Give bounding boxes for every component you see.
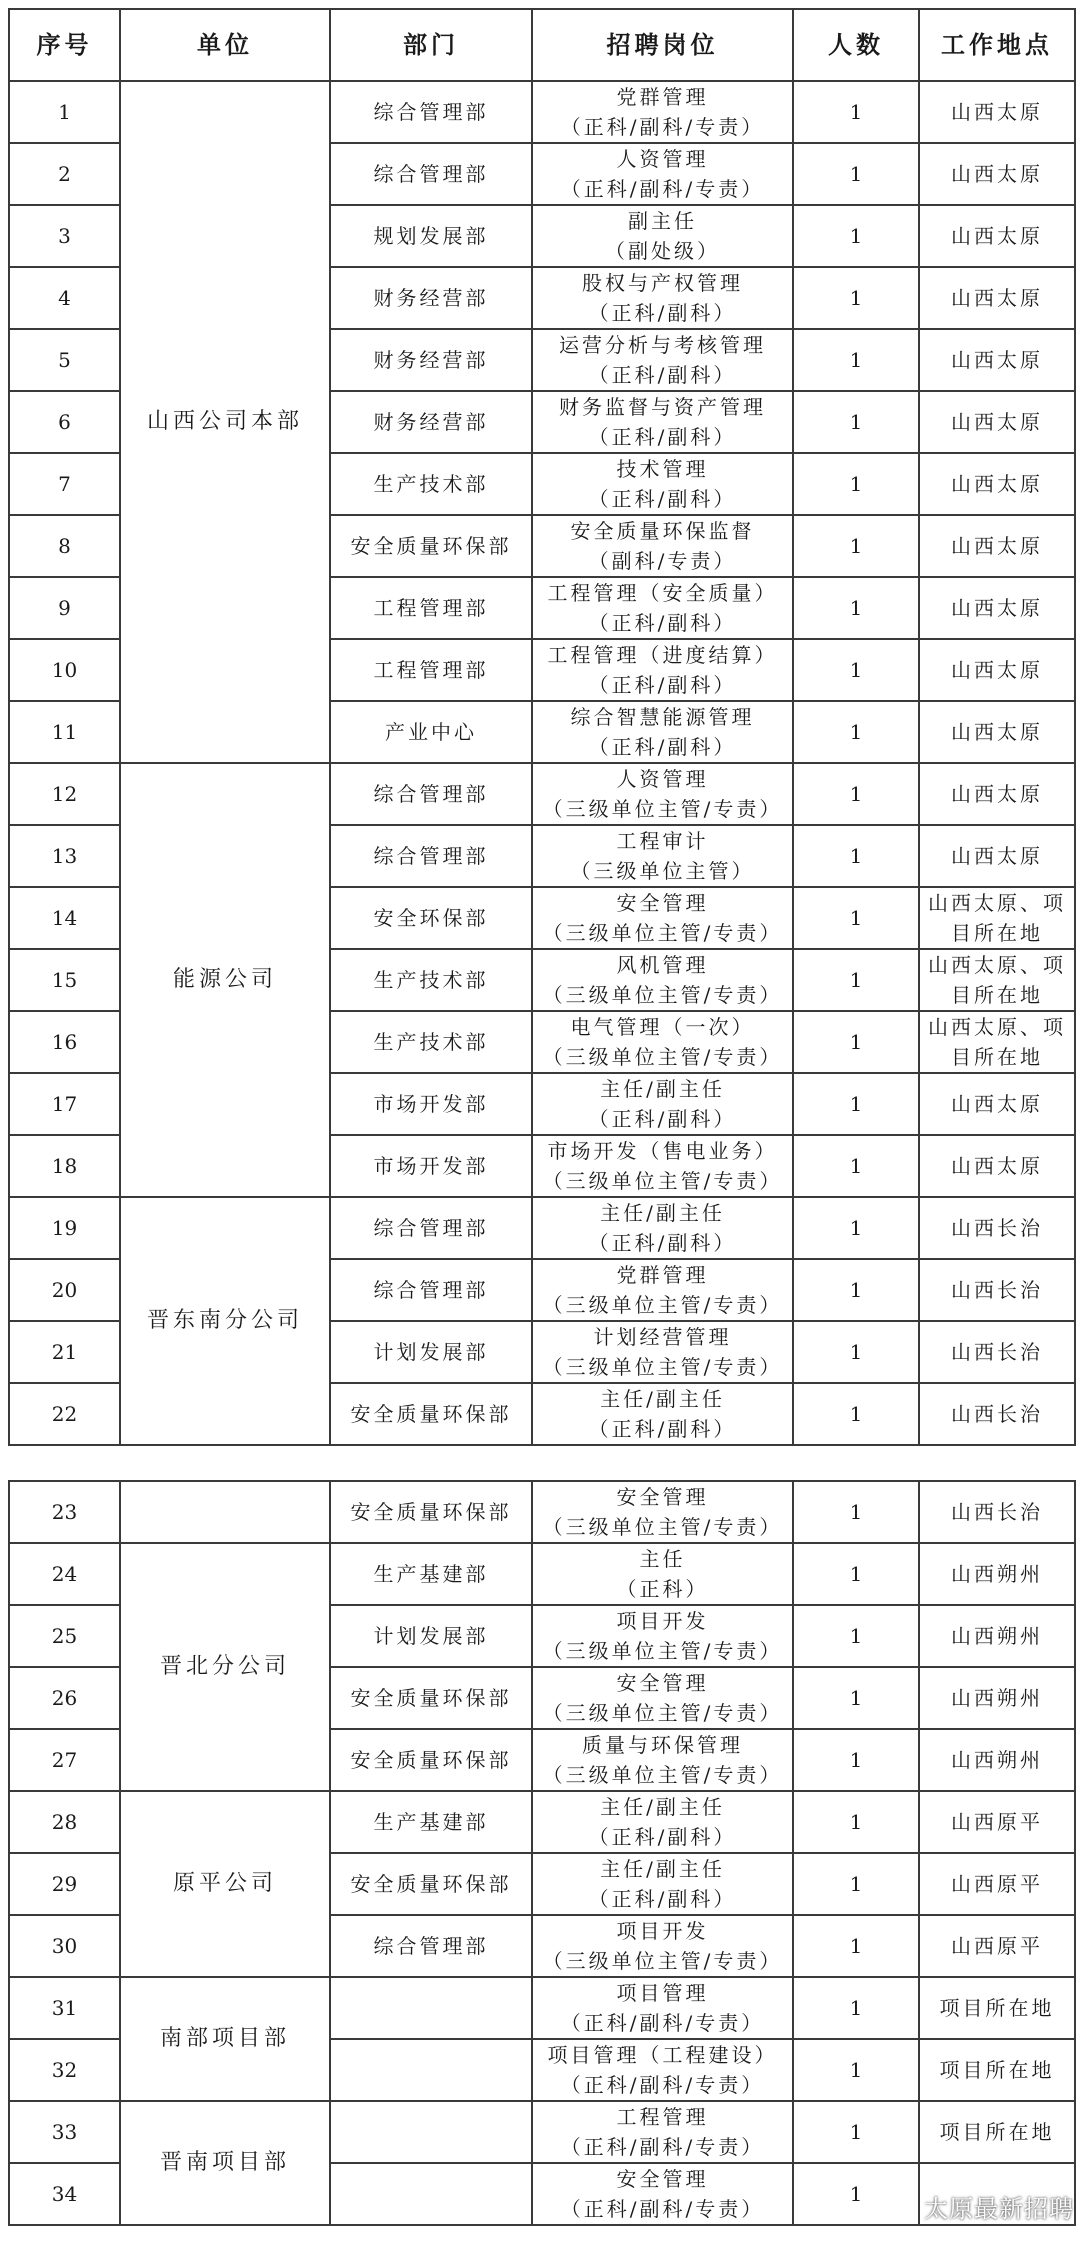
- cell-count: 1: [793, 1383, 919, 1445]
- position-level: （正科/副科）: [588, 425, 737, 449]
- cell-position: [532, 1605, 793, 1667]
- cell-department: 财务经营部: [330, 267, 532, 329]
- cell-department: 财务经营部: [330, 391, 532, 453]
- header-department: 部门: [330, 9, 532, 81]
- cell-department: 计划发展部: [330, 1605, 532, 1667]
- cell-seq: 1: [9, 81, 120, 143]
- cell-department: 生产技术部: [330, 453, 532, 515]
- position-level: （正科/副科）: [588, 1231, 737, 1255]
- cell-count: 1: [793, 1259, 919, 1321]
- position-title: 主任: [639, 1547, 686, 1571]
- cell-department: 生产技术部: [330, 949, 532, 1011]
- cell-seq: 27: [9, 1729, 120, 1791]
- position-level: （正科/副科）: [588, 1107, 737, 1131]
- table-row: [9, 2101, 1075, 2163]
- cell-count: 1: [793, 1977, 919, 2039]
- position-level: （正科/副科/专责）: [560, 2073, 765, 2097]
- cell-location: 山西太原、项目所在地: [919, 887, 1075, 949]
- cell-department: 工程管理部: [330, 577, 532, 639]
- cell-count: 1: [793, 515, 919, 577]
- position-level: （三级单位主管/专责）: [542, 1045, 783, 1069]
- cell-department: 安全质量环保部: [330, 1729, 532, 1791]
- cell-seq: 9: [9, 577, 120, 639]
- cell-location: 山西太原: [919, 453, 1075, 515]
- cell-seq: 14: [9, 887, 120, 949]
- cell-count: 1: [793, 2039, 919, 2101]
- cell-count: 1: [793, 1135, 919, 1197]
- cell-count: 1: [793, 763, 919, 825]
- cell-count: 1: [793, 329, 919, 391]
- position-level: （三级单位主管/专责）: [542, 1169, 783, 1193]
- table-header-row: [9, 9, 1075, 81]
- cell-seq: 30: [9, 1915, 120, 1977]
- position-level: （三级单位主管/专责）: [542, 797, 783, 821]
- cell-seq: 24: [9, 1543, 120, 1605]
- cell-seq: 16: [9, 1011, 120, 1073]
- cell-position: [532, 1853, 793, 1915]
- cell-position: [532, 1011, 793, 1073]
- cell-count: 1: [793, 2163, 919, 2225]
- position-title: 市场开发（售电业务）: [547, 1139, 778, 1163]
- recruitment-table-part-2: [8, 1480, 1076, 2226]
- cell-location: 山西太原: [919, 1135, 1075, 1197]
- cell-count: 1: [793, 205, 919, 267]
- table-row: [9, 763, 1075, 825]
- cell-position: [532, 1383, 793, 1445]
- cell-location: 山西长治: [919, 1383, 1075, 1445]
- cell-department: [330, 2163, 532, 2225]
- position-title: 主任/副主任: [600, 1857, 725, 1881]
- cell-position: [532, 1791, 793, 1853]
- header-position: 招聘岗位: [532, 9, 793, 81]
- cell-unit: 晋南项目部: [120, 2101, 330, 2225]
- cell-seq: 10: [9, 639, 120, 701]
- cell-position: [532, 81, 793, 143]
- cell-position: [532, 577, 793, 639]
- cell-unit: 晋北分公司: [120, 1543, 330, 1791]
- position-title: 主任/副主任: [600, 1387, 725, 1411]
- position-title: 工程管理: [616, 2105, 709, 2129]
- cell-department: 财务经营部: [330, 329, 532, 391]
- cell-position: [532, 143, 793, 205]
- cell-department: [330, 2039, 532, 2101]
- cell-position: [532, 949, 793, 1011]
- cell-position: [532, 391, 793, 453]
- position-level: （正科/副科）: [588, 363, 737, 387]
- table-body-1: [9, 81, 1075, 1445]
- cell-department: 安全质量环保部: [330, 1383, 532, 1445]
- position-title: 质量与环保管理: [582, 1733, 743, 1757]
- cell-position: [532, 205, 793, 267]
- cell-seq: 20: [9, 1259, 120, 1321]
- cell-seq: 22: [9, 1383, 120, 1445]
- position-level: （副科/专责）: [588, 549, 737, 573]
- cell-count: 1: [793, 391, 919, 453]
- cell-location: 山西长治: [919, 1321, 1075, 1383]
- cell-department: 市场开发部: [330, 1073, 532, 1135]
- cell-position: [532, 2101, 793, 2163]
- position-title: 人资管理: [616, 767, 709, 791]
- position-title: 副主任: [628, 209, 697, 233]
- cell-position: [532, 1729, 793, 1791]
- cell-position: [532, 453, 793, 515]
- cell-department: 工程管理部: [330, 639, 532, 701]
- cell-seq: 2: [9, 143, 120, 205]
- position-level: （三级单位主管/专责）: [542, 921, 783, 945]
- cell-seq: 13: [9, 825, 120, 887]
- cell-count: 1: [793, 1073, 919, 1135]
- cell-location: 山西太原: [919, 267, 1075, 329]
- position-level: （正科/副科/专责）: [560, 177, 765, 201]
- cell-department: 综合管理部: [330, 1915, 532, 1977]
- cell-location: 项目所在地: [919, 2039, 1075, 2101]
- cell-department: 生产基建部: [330, 1791, 532, 1853]
- cell-location: 山西太原: [919, 143, 1075, 205]
- position-title: 主任/副主任: [600, 1201, 725, 1225]
- position-level: （正科/副科）: [588, 1887, 737, 1911]
- cell-location: 山西太原: [919, 763, 1075, 825]
- cell-position: [532, 1667, 793, 1729]
- watermark: [888, 2191, 1074, 2221]
- cell-seq: 32: [9, 2039, 120, 2101]
- cell-location: 山西长治: [919, 1259, 1075, 1321]
- cell-position: [532, 329, 793, 391]
- cell-position: [532, 1135, 793, 1197]
- position-title: 电气管理（一次）: [570, 1015, 755, 1039]
- position-title: 安全管理: [616, 1485, 709, 1509]
- position-title: 股权与产权管理: [582, 271, 743, 295]
- cell-seq: 15: [9, 949, 120, 1011]
- cell-count: 1: [793, 887, 919, 949]
- cell-seq: 17: [9, 1073, 120, 1135]
- cell-count: 1: [793, 1605, 919, 1667]
- position-title: 技术管理: [616, 457, 709, 481]
- cell-count: 1: [793, 1481, 919, 1543]
- cell-department: 产业中心: [330, 701, 532, 763]
- cell-department: 安全质量环保部: [330, 1481, 532, 1543]
- cell-seq: 34: [9, 2163, 120, 2225]
- cell-location: 山西朔州: [919, 1543, 1075, 1605]
- cell-count: 1: [793, 1915, 919, 1977]
- cell-location: 山西朔州: [919, 1667, 1075, 1729]
- cell-department: 综合管理部: [330, 1197, 532, 1259]
- position-level: （正科/副科）: [588, 301, 737, 325]
- cell-unit: 原平公司: [120, 1791, 330, 1977]
- cell-count: 1: [793, 701, 919, 763]
- cell-seq: 18: [9, 1135, 120, 1197]
- cell-department: 生产技术部: [330, 1011, 532, 1073]
- cell-seq: 5: [9, 329, 120, 391]
- cell-seq: 8: [9, 515, 120, 577]
- position-level: （三级单位主管/专责）: [542, 1515, 783, 1539]
- cell-location: 山西太原: [919, 515, 1075, 577]
- cell-seq: 25: [9, 1605, 120, 1667]
- cell-location: 山西太原: [919, 701, 1075, 763]
- position-level: （正科/副科/专责）: [560, 115, 765, 139]
- position-title: 工程管理（进度结算）: [547, 643, 778, 667]
- cell-count: 1: [793, 577, 919, 639]
- cell-count: 1: [793, 1729, 919, 1791]
- table-row: [9, 1791, 1075, 1853]
- cell-count: 1: [793, 267, 919, 329]
- cell-department: 安全质量环保部: [330, 1667, 532, 1729]
- position-title: 安全管理: [616, 891, 709, 915]
- cell-location: 项目所在地: [919, 1977, 1075, 2039]
- cell-count: 1: [793, 1543, 919, 1605]
- cell-location: 山西原平: [919, 1791, 1075, 1853]
- position-title: 安全管理: [616, 1671, 709, 1695]
- header-count: 人数: [793, 9, 919, 81]
- header-seq: 序号: [9, 9, 120, 81]
- cell-count: 1: [793, 1011, 919, 1073]
- cell-department: 综合管理部: [330, 143, 532, 205]
- header-location: 工作地点: [919, 9, 1075, 81]
- position-level: （正科/副科）: [588, 1417, 737, 1441]
- cell-seq: 11: [9, 701, 120, 763]
- cell-position: [532, 887, 793, 949]
- position-level: （三级单位主管）: [570, 859, 755, 883]
- cell-position: [532, 639, 793, 701]
- cell-count: 1: [793, 639, 919, 701]
- cell-department: 综合管理部: [330, 763, 532, 825]
- cell-count: 1: [793, 453, 919, 515]
- cell-seq: 29: [9, 1853, 120, 1915]
- wechat-icon: [888, 2193, 918, 2219]
- cell-count: 1: [793, 1667, 919, 1729]
- position-level: （正科/副科）: [588, 487, 737, 511]
- cell-position: [532, 1259, 793, 1321]
- cell-department: 市场开发部: [330, 1135, 532, 1197]
- position-title: 运营分析与考核管理: [559, 333, 766, 357]
- cell-count: 1: [793, 1321, 919, 1383]
- cell-location: 山西朔州: [919, 1605, 1075, 1667]
- position-level: （三级单位主管/专责）: [542, 983, 783, 1007]
- position-level: （正科/副科）: [588, 611, 737, 635]
- cell-department: 规划发展部: [330, 205, 532, 267]
- table-row: [9, 1977, 1075, 2039]
- header-unit: 单位: [120, 9, 330, 81]
- cell-unit: [120, 1481, 330, 1543]
- position-level: （正科/副科）: [588, 673, 737, 697]
- table-row: [9, 1197, 1075, 1259]
- cell-position: [532, 763, 793, 825]
- position-title: 项目开发: [616, 1609, 709, 1633]
- cell-seq: 33: [9, 2101, 120, 2163]
- cell-count: 1: [793, 825, 919, 887]
- position-title: 工程管理（安全质量）: [547, 581, 778, 605]
- cell-location: 山西太原: [919, 391, 1075, 453]
- cell-unit: 能源公司: [120, 763, 330, 1197]
- position-level: （正科/副科）: [588, 1825, 737, 1849]
- position-title: 安全管理: [616, 2167, 709, 2191]
- position-title: 党群管理: [616, 85, 709, 109]
- cell-location: 山西原平: [919, 1853, 1075, 1915]
- position-level: （正科/副科/专责）: [560, 2011, 765, 2035]
- cell-count: 1: [793, 1197, 919, 1259]
- cell-department: 安全质量环保部: [330, 1853, 532, 1915]
- cell-department: 安全质量环保部: [330, 515, 532, 577]
- position-title: 综合智慧能源管理: [570, 705, 755, 729]
- cell-position: [532, 1481, 793, 1543]
- cell-count: 1: [793, 1853, 919, 1915]
- cell-location: 山西太原: [919, 329, 1075, 391]
- cell-department: 安全环保部: [330, 887, 532, 949]
- position-level: （三级单位主管/专责）: [542, 1355, 783, 1379]
- cell-position: [532, 1915, 793, 1977]
- position-title: 人资管理: [616, 147, 709, 171]
- cell-location: 山西朔州: [919, 1729, 1075, 1791]
- cell-seq: 4: [9, 267, 120, 329]
- cell-position: [532, 1977, 793, 2039]
- cell-position: [532, 2039, 793, 2101]
- cell-department: 综合管理部: [330, 1259, 532, 1321]
- cell-location: 山西长治: [919, 1197, 1075, 1259]
- cell-unit: 晋东南分公司: [120, 1197, 330, 1445]
- table-row: [9, 1543, 1075, 1605]
- cell-position: [532, 1073, 793, 1135]
- position-level: （三级单位主管/专责）: [542, 1639, 783, 1663]
- cell-count: 1: [793, 949, 919, 1011]
- position-title: 主任/副主任: [600, 1077, 725, 1101]
- cell-location: 山西太原: [919, 205, 1075, 267]
- position-level: （正科/副科/专责）: [560, 2135, 765, 2159]
- cell-unit: 山西公司本部: [120, 81, 330, 763]
- cell-location: 山西太原: [919, 577, 1075, 639]
- cell-position: [532, 2163, 793, 2225]
- cell-position: [532, 825, 793, 887]
- cell-seq: 12: [9, 763, 120, 825]
- cell-count: 1: [793, 143, 919, 205]
- position-title: 工程审计: [616, 829, 709, 853]
- cell-department: 生产基建部: [330, 1543, 532, 1605]
- cell-seq: 7: [9, 453, 120, 515]
- cell-position: [532, 1197, 793, 1259]
- cell-location: 山西太原: [919, 1073, 1075, 1135]
- cell-location: 山西长治: [919, 1481, 1075, 1543]
- cell-department: [330, 1977, 532, 2039]
- cell-count: 1: [793, 2101, 919, 2163]
- position-level: （正科）: [616, 1577, 709, 1601]
- cell-seq: 6: [9, 391, 120, 453]
- cell-seq: 23: [9, 1481, 120, 1543]
- cell-position: [532, 267, 793, 329]
- cell-location: 项目所在地: [919, 2101, 1075, 2163]
- cell-location: 山西太原: [919, 639, 1075, 701]
- position-title: 财务监督与资产管理: [559, 395, 766, 419]
- cell-department: 计划发展部: [330, 1321, 532, 1383]
- cell-seq: 28: [9, 1791, 120, 1853]
- cell-department: 综合管理部: [330, 81, 532, 143]
- recruitment-table-part-1: [8, 8, 1076, 1446]
- cell-position: [532, 515, 793, 577]
- cell-position: [532, 701, 793, 763]
- cell-seq: 26: [9, 1667, 120, 1729]
- position-level: （正科/副科）: [588, 735, 737, 759]
- position-title: 项目管理（工程建设）: [547, 2043, 778, 2067]
- cell-unit: 南部项目部: [120, 1977, 330, 2101]
- cell-location: 山西太原: [919, 825, 1075, 887]
- position-title: 主任/副主任: [600, 1795, 725, 1819]
- cell-location: 山西太原: [919, 81, 1075, 143]
- cell-position: [532, 1321, 793, 1383]
- cell-seq: 31: [9, 1977, 120, 2039]
- position-title: 项目开发: [616, 1919, 709, 1943]
- position-level: （三级单位主管/专责）: [542, 1763, 783, 1787]
- table-body-2: [9, 1481, 1075, 2225]
- table-row: [9, 81, 1075, 143]
- position-title: 计划经营管理: [593, 1325, 732, 1349]
- cell-count: 1: [793, 1791, 919, 1853]
- table-row: [9, 1481, 1075, 1543]
- position-level: （三级单位主管/专责）: [542, 1701, 783, 1725]
- cell-location: 山西太原、项目所在地: [919, 1011, 1075, 1073]
- cell-department: [330, 2101, 532, 2163]
- cell-seq: 3: [9, 205, 120, 267]
- position-level: （三级单位主管/专责）: [542, 1949, 783, 1973]
- position-level: （正科/副科/专责）: [560, 2197, 765, 2221]
- position-title: 党群管理: [616, 1263, 709, 1287]
- position-title: 项目管理: [616, 1981, 709, 2005]
- position-title: 安全质量环保监督: [570, 519, 755, 543]
- cell-department: 综合管理部: [330, 825, 532, 887]
- position-level: （三级单位主管/专责）: [542, 1293, 783, 1317]
- cell-seq: 19: [9, 1197, 120, 1259]
- position-title: 风机管理: [616, 953, 709, 977]
- watermark-text: 太原最新招聘: [924, 2194, 1074, 2223]
- cell-location: 山西太原、项目所在地: [919, 949, 1075, 1011]
- cell-seq: 21: [9, 1321, 120, 1383]
- position-level: （副处级）: [605, 239, 720, 263]
- cell-location: 山西原平: [919, 1915, 1075, 1977]
- cell-count: 1: [793, 81, 919, 143]
- cell-position: [532, 1543, 793, 1605]
